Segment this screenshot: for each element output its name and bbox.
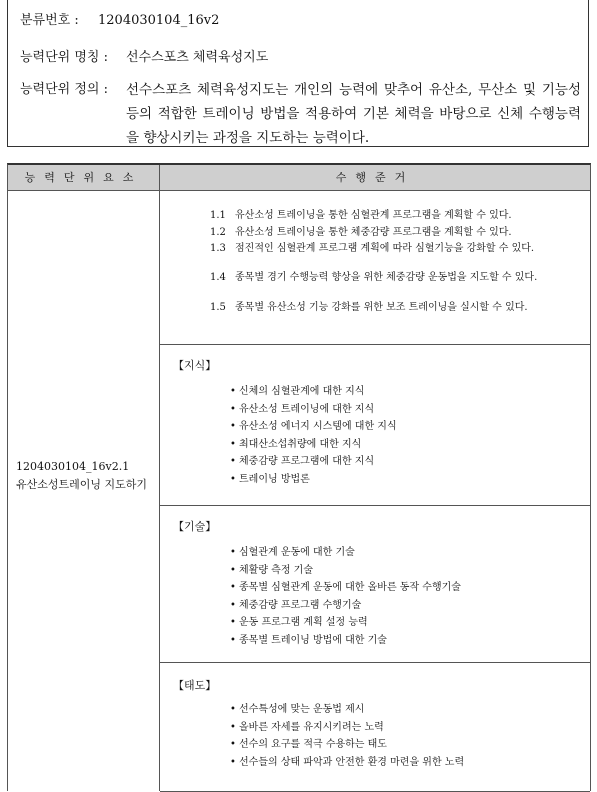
list-item: • 선수의 요구를 적극 수용하는 태도: [230, 736, 464, 754]
criterion-number: 1.3: [210, 243, 226, 254]
element-cell: [8, 191, 160, 791]
knowledge-cell: [160, 345, 590, 506]
knowledge-title: 【지식】: [173, 359, 217, 372]
list-item: • 최대산소섭취량에 대한 지식: [230, 436, 397, 454]
element-name: 유산소성트레이닝 지도하기: [16, 478, 148, 491]
unit-name-value: 선수스포츠 체력육성지도: [126, 50, 269, 65]
criterion-number: 1.5: [210, 302, 226, 313]
header-competency-element: 능력단위요소: [8, 165, 160, 190]
unit-definition-text: 선수스포츠 체력육성지도는 개인의 능력에 맞추어 유산소, 무산소 및 기능성 등의 적합한 트레이닝 방법을 적용하여 기본 체력을 바탕으로 신체 수행능력을 향상시키는 과정을 지도하는 능력이다.: [126, 82, 581, 146]
attitude-list: [230, 701, 464, 771]
element-code: 1204030104_16v2.1: [16, 460, 130, 473]
list-item: • 선수특성에 맞는 운동법 제시: [230, 701, 464, 719]
unit-info-box: [7, 0, 589, 147]
list-item: • 체중감량 프로그램 수행기술: [230, 597, 461, 615]
list-item: • 신체의 심혈관계에 대한 지식: [230, 383, 397, 401]
skills-list: [230, 544, 461, 649]
list-item: • 유산소성 에너지 시스템에 대한 지식: [230, 418, 397, 436]
competency-table: [7, 163, 591, 791]
list-item: • 선수들의 상태 파악과 안전한 환경 마련을 위한 노력: [230, 754, 464, 772]
list-item: • 운동 프로그램 계획 설정 능력: [230, 614, 461, 632]
list-item: • 올바른 자세를 유지시키려는 노력: [230, 719, 464, 737]
list-item: • 종목별 심혈관계 운동에 대한 올바른 동작 수행기술: [230, 579, 461, 597]
criterion-text: 유산소성 트레이닝을 통한 체중감량 프로그램을 계획할 수 있다.: [235, 227, 512, 238]
list-item: • 종목별 트레이닝 방법에 대한 기술: [230, 632, 461, 650]
criterion-text: 종목별 유산소성 기능 강화를 위한 보조 트레이닝을 실시할 수 있다.: [235, 302, 528, 313]
classification-label: 분류번호 :: [20, 13, 79, 28]
unit-name-label: 능력단위 명칭 :: [20, 50, 108, 65]
knowledge-list: [230, 383, 397, 488]
criterion-text: 점진적인 심혈관계 프로그램 계획에 따라 심혈기능을 강화할 수 있다.: [235, 243, 535, 254]
attitude-cell: [160, 663, 590, 792]
unit-definition-label: 능력단위 정의 :: [20, 82, 108, 97]
list-item: • 체중감량 프로그램에 대한 지식: [230, 453, 397, 471]
list-item: • 트레이닝 방법론: [230, 471, 397, 489]
list-item: • 체활량 측정 기술: [230, 562, 461, 580]
criterion-text: 종목별 경기 수행능력 향상을 위한 체중감량 운동법을 지도할 수 있다.: [235, 272, 538, 283]
skills-title: 【기술】: [173, 520, 217, 533]
table-header: [8, 165, 590, 191]
criteria-cell: [160, 191, 590, 345]
skills-cell: [160, 506, 590, 663]
classification-value: 1204030104_16v2: [98, 13, 220, 28]
criterion-text: 유산소성 트레이닝을 통한 심혈관계 프로그램을 계획할 수 있다.: [235, 210, 512, 221]
list-item: • 심혈관계 운동에 대한 기술: [230, 544, 461, 562]
criterion-number: 1.1: [210, 210, 226, 221]
attitude-title: 【태도】: [173, 679, 217, 692]
list-item: • 유산소성 트레이닝에 대한 지식: [230, 401, 397, 419]
criterion-number: 1.4: [210, 272, 226, 283]
criterion-number: 1.2: [210, 227, 226, 238]
header-performance-criteria: 수행준거: [335, 171, 415, 184]
